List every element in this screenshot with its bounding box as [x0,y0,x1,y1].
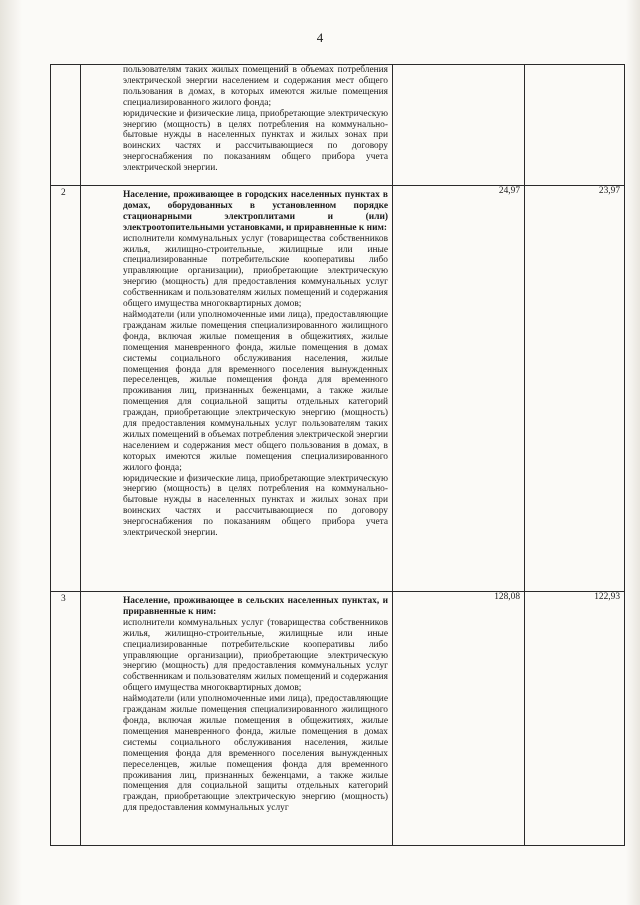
table-row [51,186,625,592]
description-paragraph: наймодатели (или уполномоченные ими лица), предоставляющие гражданам жилые помещения специализированного жилищного фонда, включая жилые помещения в общежитиях, жилые помещения маневренного фонда, жилые помещения в домах системы социального обслуживания населения, жилые помещения фонда для временного поселения вынужденных переселенцев, жилые помещения фонда для временного проживания лиц, признанных беженцами, а также жилые помещения для социальной защиты отдельных категорий граждан, приобретающие электрическую энергию (мощность) для предоставления коммунальных услуг [123,694,388,814]
scan-shadow-right [626,0,640,905]
page-number: 4 [316,30,324,45]
value-cell-1 [393,186,525,592]
value-cell-1 [393,592,525,846]
row-number-cell [51,186,81,592]
table-row [51,65,625,186]
category-heading: Население, проживающее в городских населенных пунктах в домах, оборудованных в установленном порядке стационарными электроплитами и (или) электроотопительными установками, и приравненные к ним: [123,190,388,233]
tariff-value-2: 23,97 [598,186,620,196]
description-paragraph: пользователям таких жилых помещений в объемах потребления электрической энергии населением и содержания мест общего пользования в домах, в которых имеются жилые помещения специализированного жилого фонда; [123,65,388,108]
row-number [51,65,80,67]
description-cell [81,186,393,592]
value-cell-1 [393,65,525,186]
row-number: 3 [61,594,66,604]
row-number-cell [51,592,81,846]
value-cell-2 [525,186,625,592]
tariff-table [50,64,625,846]
row-number-cell [51,65,81,186]
description-paragraph: юридические и физические лица, приобретающие электрическую энергию (мощность) в целях потребления на коммунально-бытовые нужды в населенных пунктах и жилых зонах при воинских частях и рассчитывающиеся по договору энергоснабжения по показаниям общего прибора учета электрической энергии. [123,473,388,539]
row-number: 2 [61,188,66,198]
description-paragraph: наймодатели (или уполномоченные ими лица), предоставляющие гражданам жилые помещения специализированного жилищного фонда, включая жилые помещения в общежитиях, жилые помещения маневренного фонда, жилые помещения в домах системы социального обслуживания населения, жилые помещения фонда для временного поселения вынужденных переселенцев, жилые помещения фонда для временного проживания лиц, признанных беженцами, а также жилые помещения для социальной защиты отдельных категорий граждан, приобретающие электрическую энергию (мощность) для предоставления коммунальных услуг пользователям таких жилых помещений в объемах потребления электрической энергии населением и содержания мест общего пользования в домах, в которых имеются жилые помещения специализированного жилого фонда; [123,309,388,473]
description-cell [81,65,393,186]
description-paragraph: исполнители коммунальных услуг (товарищества собственников жилья, жилищно-строительные, жилищные или иные специализированные потребительские кооперативы либо управляющие организации), приобретающие электрическую энергию (мощность) для предоставления коммунальных услуг собственникам и пользователям жилых помещений и содержания общего имущества многоквартирных домов; [123,233,388,310]
tariff-value-1: 128,08 [494,592,520,602]
description-paragraph: юридические и физические лица, приобретающие электрическую энергию (мощность) в целях потребления на коммунально-бытовые нужды в населенных пунктах и жилых зонах при воинских частях и рассчитывающиеся по договору энергоснабжения по показаниям общего прибора учета электрической энергии. [123,108,388,174]
tariff-value-2: 122,93 [594,592,620,602]
description-cell [81,592,393,846]
description-paragraph: исполнители коммунальных услуг (товарищества собственников жилья, жилищно-строительные, жилищные или иные специализированные потребительские кооперативы либо управляющие организации), приобретающие электрическую энергию (мощность) для предоставления коммунальных услуг собственникам и пользователям жилых помещений и содержания общего имущества многоквартирных домов; [123,617,388,694]
table-row [51,592,625,846]
category-heading: Население, проживающее в сельских населенных пунктах, и приравненные к ним: [123,596,388,617]
value-cell-2 [525,65,625,186]
tariff-value-1: 24,97 [498,186,520,196]
scan-shadow-left [0,0,22,905]
value-cell-2 [525,592,625,846]
